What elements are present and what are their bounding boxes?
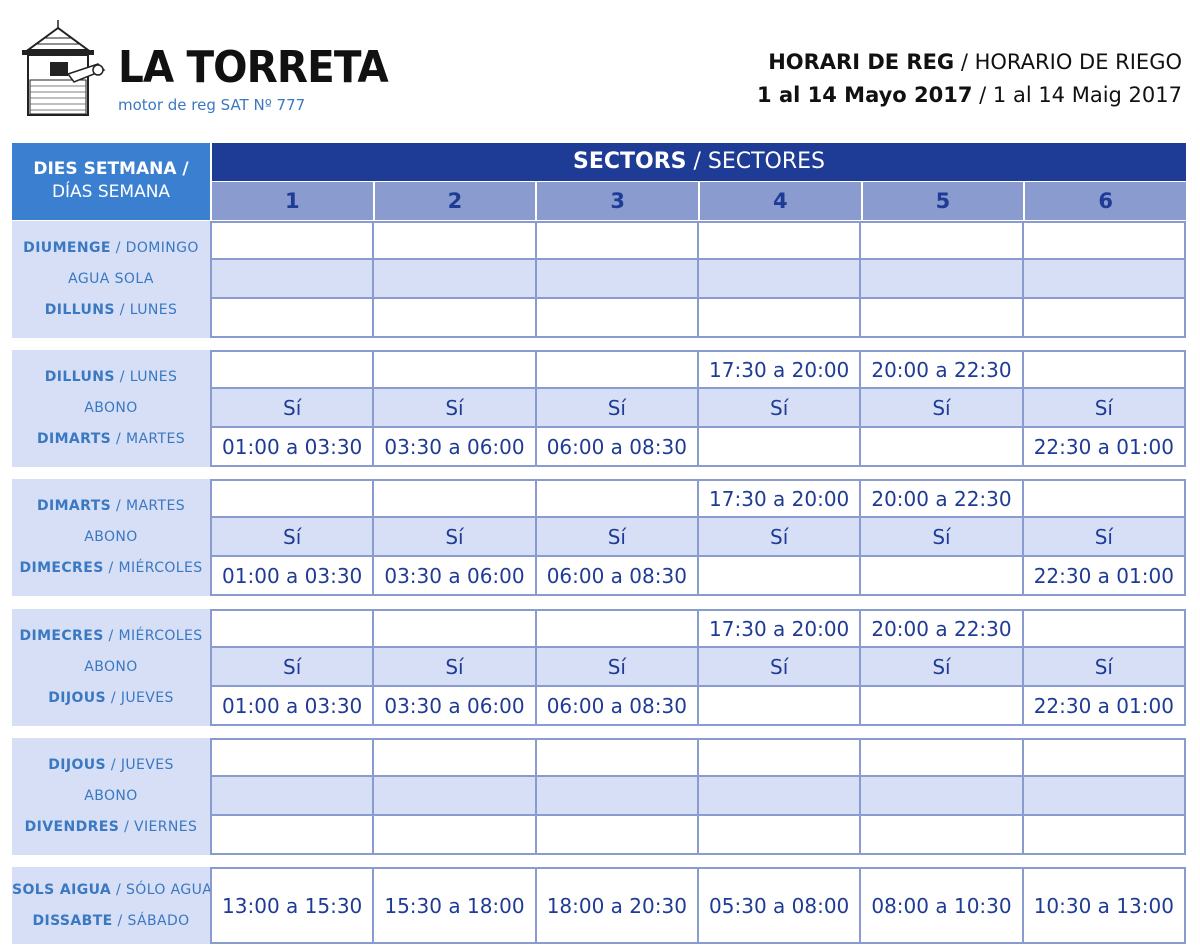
schedule-cell: 03:30 a 06:00	[374, 428, 536, 467]
schedule-cell: Sí	[699, 518, 861, 557]
schedule-cell	[1024, 816, 1186, 855]
schedule-cell: 20:00 a 22:30	[861, 609, 1023, 648]
day-label-line	[12, 424, 210, 455]
day-name-rest: / MIÉRCOLES	[103, 560, 203, 576]
schedule-cell	[1024, 221, 1186, 260]
schedule-cell: Sí	[537, 389, 699, 428]
day-label	[12, 479, 210, 596]
schedule-cell	[374, 738, 536, 777]
day-name-rest: AGUA SOLA	[68, 271, 154, 287]
day-name-rest: / JUEVES	[106, 757, 174, 773]
schedule-grid	[210, 479, 1186, 596]
schedule-cell: 01:00 a 03:30	[212, 687, 374, 726]
day-label	[12, 221, 210, 338]
schedule-cell: 05:30 a 08:00	[699, 867, 861, 944]
schedule-group	[12, 867, 1186, 944]
heading-line-1	[757, 46, 1182, 79]
day-name-catalan: DIMECRES	[19, 560, 104, 576]
logo-title: LA TORRETA	[118, 42, 388, 93]
schedule-cell	[374, 479, 536, 518]
day-label-line	[12, 362, 210, 393]
schedule-cell	[1024, 738, 1186, 777]
schedule-cell	[537, 777, 699, 816]
days-header-line-1	[12, 158, 210, 181]
schedule-cell: Sí	[212, 389, 374, 428]
schedule-cell: 22:30 a 01:00	[1024, 687, 1186, 726]
day-label-line	[12, 652, 210, 683]
day-label-line	[12, 295, 210, 326]
schedule-cell	[1024, 350, 1186, 389]
schedule-group	[12, 479, 1186, 596]
heading-line-2-rest: / 1 al 14 Maig 2017	[972, 83, 1182, 107]
schedule-group	[12, 221, 1186, 338]
schedule-cell: Sí	[699, 389, 861, 428]
heading-line-2-bold: 1 al 14 Mayo 2017	[757, 83, 973, 107]
schedule-cell	[212, 350, 374, 389]
day-label-line	[12, 522, 210, 553]
schedule-cell: 17:30 a 20:00	[699, 350, 861, 389]
sector-numbers	[212, 182, 1186, 220]
sector-number: 4	[700, 182, 861, 220]
schedule-cell	[861, 260, 1023, 299]
schedule-group	[12, 350, 1186, 467]
day-name-rest: / LUNES	[114, 369, 178, 385]
schedule-cell	[699, 816, 861, 855]
schedule-cell: Sí	[537, 518, 699, 557]
schedule-cell	[861, 428, 1023, 467]
schedule-cell	[374, 777, 536, 816]
schedule-cell	[699, 428, 861, 467]
sector-number: 5	[863, 182, 1024, 220]
days-header-line-2: DÍAS SEMANA	[51, 182, 171, 202]
day-label-line	[12, 553, 210, 584]
schedule-cell: Sí	[861, 518, 1023, 557]
day-name-catalan: SOLS AIGUA	[12, 881, 112, 898]
schedule-cell: 22:30 a 01:00	[1024, 428, 1186, 467]
sector-number: 3	[537, 182, 698, 220]
day-name-catalan: DIMARTS	[36, 498, 112, 514]
schedule-cell	[374, 350, 536, 389]
schedule-cell	[374, 260, 536, 299]
schedule-cell	[861, 687, 1023, 726]
schedule-grid	[210, 738, 1186, 855]
days-header-bold: DIES SETMANA /	[33, 159, 189, 179]
schedule-grid	[210, 221, 1186, 338]
schedule-cell	[537, 299, 699, 338]
schedule-cell: Sí	[1024, 389, 1186, 428]
schedule-cell: 06:00 a 08:30	[537, 557, 699, 596]
schedule-cell	[537, 609, 699, 648]
day-label-line	[12, 750, 210, 781]
schedule-cell: Sí	[212, 518, 374, 557]
tower-icon	[14, 20, 106, 116]
schedule-cell: 17:30 a 20:00	[699, 479, 861, 518]
day-name-catalan: DIUMENGE	[23, 240, 111, 256]
schedule-cell	[861, 557, 1023, 596]
logo	[14, 20, 388, 120]
day-name-catalan: DIVENDRES	[24, 819, 120, 835]
day-label	[12, 867, 213, 944]
schedule-cell	[374, 609, 536, 648]
schedule-group	[12, 609, 1186, 726]
day-label	[12, 609, 210, 726]
schedule-cell	[1024, 777, 1186, 816]
schedule-cell	[374, 816, 536, 855]
schedule-cell: 15:30 a 18:00	[374, 867, 536, 944]
schedule-cell	[537, 221, 699, 260]
schedule-cell	[537, 350, 699, 389]
schedule-cell	[212, 777, 374, 816]
schedule-cell	[699, 299, 861, 338]
schedule-cell	[537, 816, 699, 855]
schedule-cell: 22:30 a 01:00	[1024, 557, 1186, 596]
day-name-rest: / MARTES	[111, 498, 186, 514]
day-label-line	[12, 491, 210, 522]
schedule-cell	[861, 777, 1023, 816]
day-name-rest: / VIERNES	[119, 819, 198, 835]
heading-line-1-rest: / HORARIO DE RIEGO	[954, 50, 1182, 74]
schedule-cell	[1024, 260, 1186, 299]
schedule-cell: 03:30 a 06:00	[374, 557, 536, 596]
schedule-cell: Sí	[374, 389, 536, 428]
day-name-rest: / MARTES	[111, 431, 186, 447]
sector-number: 6	[1025, 182, 1186, 220]
schedule-cell: Sí	[374, 648, 536, 687]
day-label-line	[12, 906, 210, 937]
schedule-cell: 03:30 a 06:00	[374, 687, 536, 726]
schedule-cell: 08:00 a 10:30	[861, 867, 1023, 944]
schedule-cell: 06:00 a 08:30	[537, 428, 699, 467]
heading-line-2	[757, 79, 1182, 112]
day-label-line	[12, 875, 213, 906]
schedule-cell: 20:00 a 22:30	[861, 350, 1023, 389]
schedule-cell: Sí	[699, 648, 861, 687]
schedule-cell	[861, 221, 1023, 260]
day-name-rest: / LUNES	[114, 302, 178, 318]
day-name-rest: ABONO	[84, 788, 138, 804]
day-label-line	[12, 393, 210, 424]
schedule-cell: Sí	[537, 648, 699, 687]
sector-number: 2	[375, 182, 536, 220]
schedule-cell	[212, 738, 374, 777]
day-label	[12, 350, 210, 467]
day-name-rest: / SÓLO AGUA	[111, 881, 213, 898]
days-header	[12, 143, 210, 220]
schedule-cell	[1024, 609, 1186, 648]
day-name-rest: ABONO	[84, 400, 138, 416]
sectors-header-bold: SECTORS	[572, 149, 687, 174]
schedule-group	[12, 738, 1186, 855]
schedule-cell	[212, 299, 374, 338]
schedule-cell	[537, 260, 699, 299]
schedule-cell: 20:00 a 22:30	[861, 479, 1023, 518]
schedule-cell	[212, 816, 374, 855]
schedule-grid	[210, 609, 1186, 726]
schedule-cell	[1024, 479, 1186, 518]
schedule-cell: Sí	[861, 648, 1023, 687]
schedule-cell: 13:00 a 15:30	[212, 867, 374, 944]
schedule-cell	[212, 260, 374, 299]
schedule-cell	[699, 738, 861, 777]
day-name-rest: ABONO	[84, 659, 138, 675]
schedule-cell	[861, 738, 1023, 777]
schedule-cell: 17:30 a 20:00	[699, 609, 861, 648]
schedule-cell	[699, 221, 861, 260]
schedule-cell: Sí	[374, 518, 536, 557]
heading-line-1-bold: HORARI DE REG	[768, 50, 955, 74]
schedule-cell: 01:00 a 03:30	[212, 428, 374, 467]
day-name-catalan: DISSABTE	[32, 912, 113, 929]
day-label-line	[12, 233, 210, 264]
schedule-cell	[212, 221, 374, 260]
schedule-cell: Sí	[1024, 648, 1186, 687]
sectors-header	[212, 143, 1186, 181]
sector-number: 1	[212, 182, 373, 220]
day-name-catalan: DILLUNS	[44, 369, 115, 385]
day-name-rest: / JUEVES	[106, 690, 174, 706]
schedule-cell: Sí	[861, 389, 1023, 428]
day-name-rest: / DOMINGO	[110, 240, 199, 256]
schedule-cell: 06:00 a 08:30	[537, 687, 699, 726]
schedule-grid	[210, 867, 1186, 944]
day-label-line	[12, 812, 210, 843]
schedule-grid	[210, 350, 1186, 467]
day-name-rest: / SÁBADO	[112, 912, 190, 929]
schedule-heading	[757, 46, 1182, 112]
schedule-cell: Sí	[1024, 518, 1186, 557]
sectors-header-rest: / SECTORES	[686, 149, 826, 174]
schedule-cell	[699, 557, 861, 596]
day-label-line	[12, 781, 210, 812]
day-name-rest: / MIÉRCOLES	[103, 628, 203, 644]
schedule-cell: Sí	[212, 648, 374, 687]
day-name-catalan: DIJOUS	[48, 690, 107, 706]
schedule-cell: 18:00 a 20:30	[537, 867, 699, 944]
schedule-cell	[374, 221, 536, 260]
logo-subtitle: motor de reg SAT Nº 777	[118, 96, 306, 114]
schedule-cell: 10:30 a 13:00	[1024, 867, 1186, 944]
day-name-catalan: DILLUNS	[44, 302, 115, 318]
day-label-line	[12, 264, 210, 295]
schedule-cell	[861, 816, 1023, 855]
schedule-cell	[861, 299, 1023, 338]
day-label-line	[12, 621, 210, 652]
schedule-cell	[212, 479, 374, 518]
schedule-cell	[537, 479, 699, 518]
schedule-cell	[537, 738, 699, 777]
schedule-cell: 01:00 a 03:30	[212, 557, 374, 596]
day-name-rest: ABONO	[84, 529, 138, 545]
schedule-cell	[699, 777, 861, 816]
schedule-cell	[699, 260, 861, 299]
schedule-cell	[1024, 299, 1186, 338]
day-label-line	[12, 683, 210, 714]
day-name-catalan: DIMECRES	[19, 628, 104, 644]
schedule-cell	[699, 687, 861, 726]
day-name-catalan: DIMARTS	[36, 431, 112, 447]
day-label	[12, 738, 210, 855]
schedule-cell	[374, 299, 536, 338]
schedule-cell	[212, 609, 374, 648]
day-name-catalan: DIJOUS	[48, 757, 107, 773]
